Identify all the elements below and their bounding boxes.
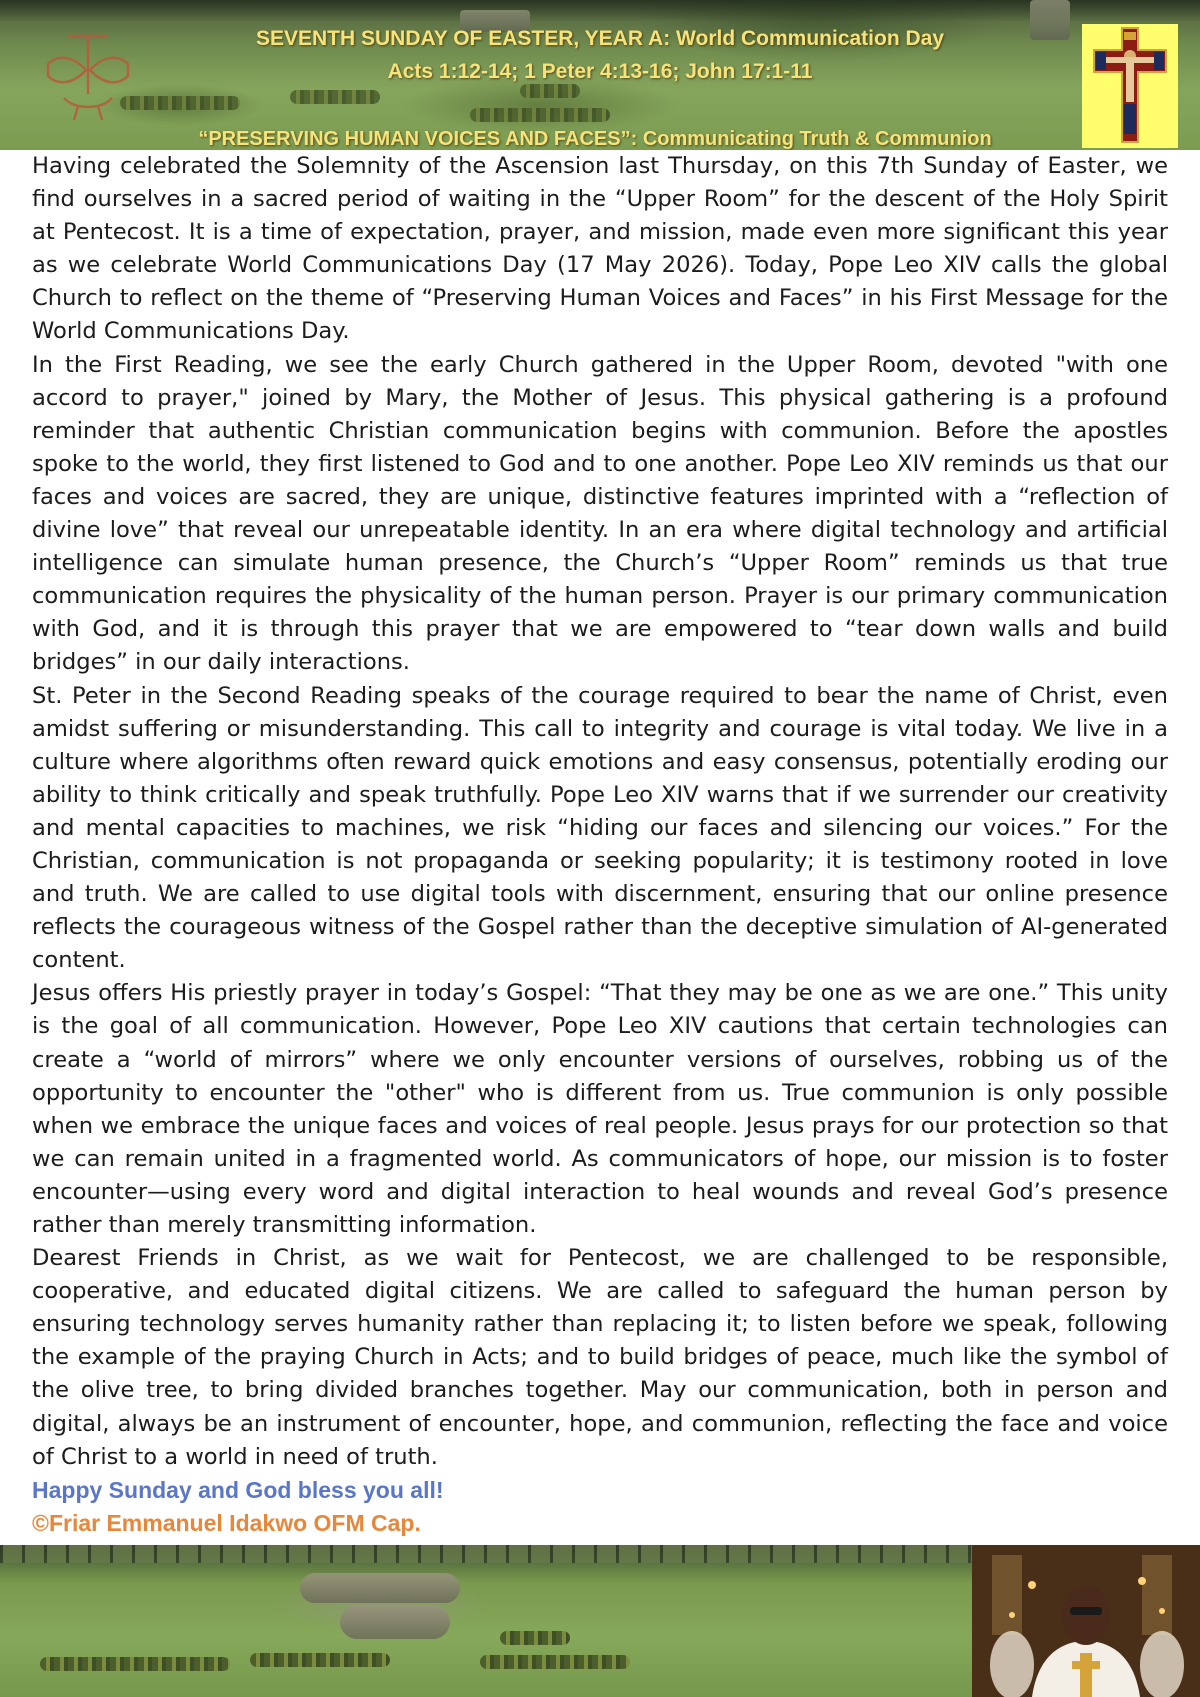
paragraph-conclusion: Dearest Friends in Christ, as we wait for Pentecost, we are challenged to be responsible, cooperative, and educated digital citizens. We are called to safeguard the human person by ensuring technology serves humanity rather than replacing it; to listen before we speak, following the example of the praying Church in Acts; and to build bridges of peace, much like the symbol of the olive tree, to bring divided branches together. May our communication, both in person and digital, always be an instrument of encounter, hope, and communion, reflecting the face and voice of Christ to a world in need of truth.: [32, 1245, 1168, 1470]
banner-hedge: [520, 84, 580, 98]
paragraph-second-reading: St. Peter in the Second Reading speaks of the courage required to bear the name of Christ, even amidst suffering or misunderstanding. This call to integrity and courage is vital today. We live in a culture where algorithms often reward quick emotions and easy consensus, potentially eroding our ability to think critically and speak truthfully. Pope Leo XIV warns that if we surrender our creativity and mental capacities to machines, we risk “hiding our faces and silencing our voices.” For the Christian, communication is not propaganda or seeking popularity; it is testimony rooted in love and truth. We are called to use digital tools with discernment, ensuring that our online presence reflects the courageous witness of the Gospel rather than the deceptive simulation of AI-generated content.: [32, 682, 1168, 974]
footer-hedge: [480, 1655, 630, 1669]
footer-banner: [0, 1545, 1200, 1697]
footer-hedge: [250, 1653, 390, 1667]
friar-portrait: [972, 1545, 1200, 1697]
footer-hedge: [500, 1631, 570, 1645]
footer-hedge: [40, 1657, 230, 1671]
franciscan-tau-icon: [28, 24, 148, 124]
author-signature: ©Friar Emmanuel Idakwo OFM Cap.: [32, 1509, 421, 1536]
homily-text: [32, 150, 1168, 1540]
theme-subtitle: “PRESERVING HUMAN VOICES AND FACES”: Communicating Truth & Communion: [198, 128, 992, 150]
closing-greeting: Happy Sunday and God bless you all!: [32, 1476, 444, 1503]
page-title: SEVENTH SUNDAY OF EASTER, YEAR A: World Communication Day: [255, 27, 945, 50]
paragraph-gospel: Jesus offers His priestly prayer in today’s Gospel: “That they may be one as we are one.” This unity is the goal of all communication. However, Pope Leo XIV cautions that certain technologies can create a “world of mirrors” where we only encounter versions of ourselves, robbing us of the opportunity to encounter the "other" who is different from us. True communion is only possible when we embrace the unique faces and voices of real people. Jesus prays for our protection so that we can remain united in a fragmented world. As communicators of hope, our mission is to foster encounter—using every word and digital interaction to heal wounds and reveal God’s presence rather than merely transmitting information.: [32, 980, 1168, 1238]
banner-hedge: [290, 90, 380, 104]
banner-treeline: [0, 0, 1200, 22]
banner-hedge: [470, 108, 610, 122]
footer-stone: [340, 1605, 450, 1639]
crucifix-panel: [1082, 24, 1178, 148]
scripture-references: Acts 1:12-14; 1 Peter 4:13-16; John 17:1-11: [387, 60, 813, 83]
header-banner: [0, 0, 1200, 150]
footer-stone: [300, 1573, 460, 1603]
san-damiano-cross-icon: [1082, 24, 1178, 148]
paragraph-intro: Having celebrated the Solemnity of the Ascension last Thursday, on this 7th Sunday of Easter, we find ourselves in a sacred period of waiting in the “Upper Room” for the descent of the Holy Spirit at Pentecost. It is a time of expectation, prayer, and mission, made even more significant this year as we celebrate World Communications Day (17 May 2026). Today, Pope Leo XIV calls the global Church to reflect on the theme of “Preserving Human Voices and Faces” in his First Message for the World Communications Day.: [32, 153, 1168, 345]
paragraph-first-reading: In the First Reading, we see the early Church gathered in the Upper Room, devoted "with one accord to prayer," joined by Mary, the Mother of Jesus. This physical gathering is a profound reminder that authentic Christian communication begins with communion. Before the apostles spoke to the world, they first listened to God and to one another. Pope Leo XIV reminds us that our faces and voices are sacred, they are unique, distinctive features imprinted with a “reflection of divine love” that reveal our unrepeatable identity. In an era where digital technology and artificial intelligence can simulate human presence, the Church’s “Upper Room” reminds us that true communication requires the physicality of the human person. Prayer is our primary communication with God, and it is through this prayer that we are empowered to “tear down walls and build bridges” in our daily interactions.: [32, 351, 1168, 676]
